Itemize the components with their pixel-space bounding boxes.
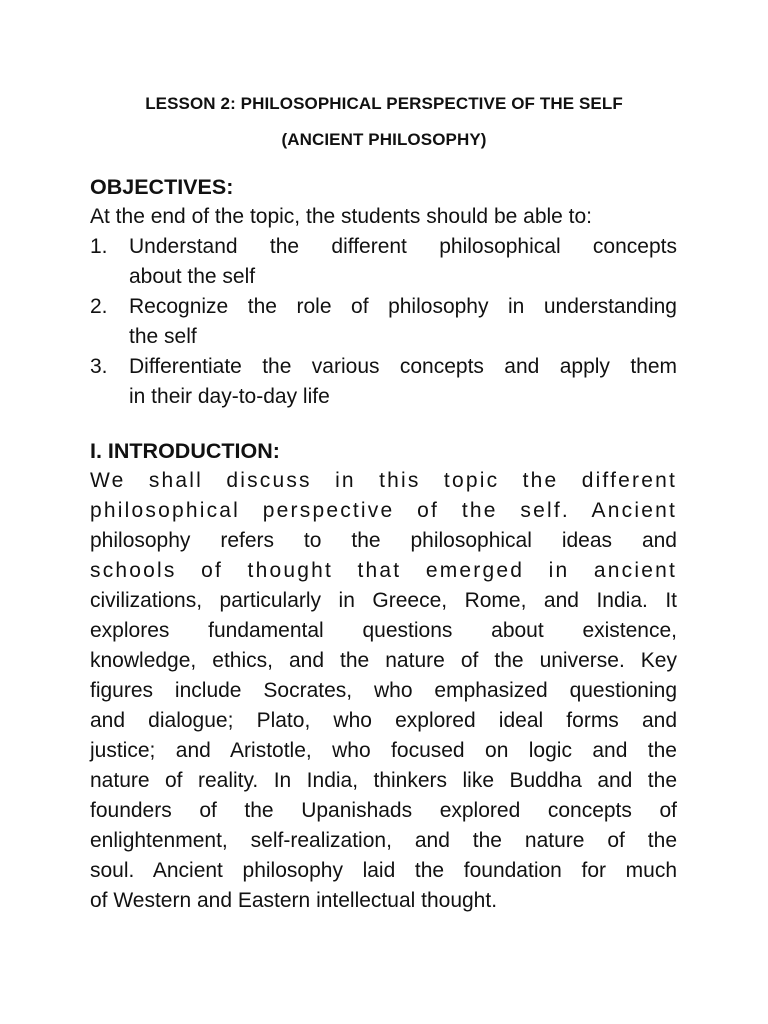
objective-line: in their day-to-day life	[129, 385, 330, 408]
objective-item	[90, 352, 677, 412]
paragraph-line: philosophy refers to the philosophical ideas and	[90, 529, 677, 552]
paragraph-line: soul. Ancient philosophy laid the foundation for much	[90, 859, 677, 882]
lesson-title: LESSON 2: PHILOSOPHICAL PERSPECTIVE OF THE SELF	[145, 94, 623, 113]
objective-line: Understand the different philosophical concepts	[129, 235, 677, 258]
objective-line: about the self	[129, 265, 256, 288]
paragraph-line: civilizations, particularly in Greece, Rome, and India. It	[90, 589, 677, 612]
paragraph-line: knowledge, ethics, and the nature of the universe. Key	[90, 649, 677, 672]
paragraph-line: nature of reality. In India, thinkers like Buddha and the	[90, 769, 677, 792]
objectives-list	[90, 232, 677, 412]
introduction-paragraph	[90, 466, 677, 916]
objective-item	[90, 232, 677, 292]
paragraph-line: schools of thought that emerged in ancient	[90, 559, 677, 582]
paragraph-line: enlightenment, self-realization, and the nature of the	[90, 829, 677, 852]
paragraph-line: explores fundamental questions about existence,	[90, 619, 677, 642]
paragraph-line: philosophical perspective of the self. Ancient	[90, 499, 677, 522]
lesson-subtitle: (ANCIENT PHILOSOPHY)	[281, 130, 487, 149]
paragraph-line: and dialogue; Plato, who explored ideal forms and	[90, 709, 677, 732]
paragraph-line: figures include Socrates, who emphasized questioning	[90, 679, 677, 702]
objective-line: Recognize the role of philosophy in understanding	[129, 295, 677, 318]
objective-line: Differentiate the various concepts and apply them	[129, 355, 677, 378]
paragraph-line: We shall discuss in this topic the different	[90, 469, 677, 492]
objectives-heading: OBJECTIVES:	[90, 175, 234, 199]
paragraph-line: founders of the Upanishads explored concepts of	[90, 799, 677, 822]
objective-number: 2.	[90, 295, 108, 318]
objective-number: 1.	[90, 235, 108, 258]
paragraph-line: justice; and Aristotle, who focused on logic and the	[90, 739, 677, 762]
objective-item	[90, 292, 677, 352]
objective-line: the self	[129, 325, 197, 348]
objectives-intro: At the end of the topic, the students should be able to:	[90, 205, 593, 228]
paragraph-line: of Western and Eastern intellectual thought.	[90, 889, 498, 912]
objective-number: 3.	[90, 355, 108, 378]
introduction-heading: I. INTRODUCTION:	[90, 439, 280, 463]
objectives-section	[90, 172, 677, 412]
